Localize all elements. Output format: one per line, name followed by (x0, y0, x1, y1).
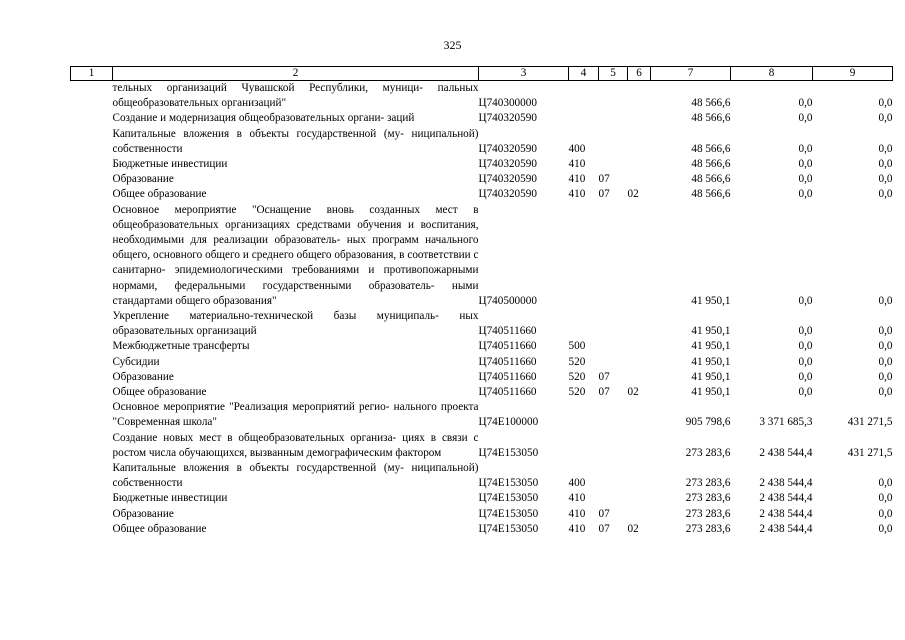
row-value-9: 0,0 (878, 386, 893, 399)
row-spacer (71, 187, 113, 202)
row-name: Основное мероприятие "Оснащение вновь созданных мест в общеобразовательных организациях средствами обучения и воспитания, необходимыми для реализации образователь- ных программ начального общего, основного общего и среднего общего образования, в соответствии с санитарно- эпидемиологическими требованиями и противопожарными нормами, федеральными государственными образователь- ными стандартами общего образования" (112, 203, 479, 307)
row-value-9: 0,0 (878, 477, 893, 490)
table-row (71, 522, 893, 537)
row-expense-type (569, 400, 599, 430)
page-number: 325 (443, 38, 462, 52)
row-subsection (628, 157, 651, 172)
row-value-9: 0,0 (878, 492, 893, 505)
column-header: 9 (813, 67, 893, 81)
column-header: 1 (71, 67, 113, 81)
row-value-9: 431 271,5 (847, 416, 893, 429)
row-expense-type: 520 (568, 355, 586, 368)
row-subsection (628, 339, 651, 354)
row-subsection (628, 370, 651, 385)
row-value-7: 41 950,1 (691, 294, 731, 307)
row-name: Образование (112, 507, 174, 520)
row-name: Общее образование (112, 188, 207, 201)
table-row (71, 111, 893, 126)
row-section (599, 355, 628, 370)
row-value-9: 0,0 (878, 112, 893, 125)
row-value-9: 0,0 (878, 507, 893, 520)
row-value-9: 0,0 (878, 97, 893, 110)
row-code: Ц74Е153050 (478, 522, 539, 535)
row-value-8: 2 438 544,4 (759, 477, 813, 490)
row-value-8: 3 371 685,3 (759, 416, 813, 429)
row-value-8: 0,0 (798, 142, 813, 155)
row-section (599, 157, 628, 172)
row-value-8: 0,0 (798, 355, 813, 368)
row-value-9: 0,0 (878, 173, 893, 186)
row-name: тельных организаций Чувашской Республики, муници- пальных общеобразовательных организаций" (112, 82, 479, 110)
row-spacer (71, 431, 113, 461)
row-expense-type: 410 (568, 507, 586, 520)
row-expense-type: 410 (568, 492, 586, 505)
row-code: Ц740320590 (478, 158, 537, 171)
row-name: Капитальные вложения в объекты государственной (му- ниципальной) собственности (112, 127, 479, 155)
row-section (599, 339, 628, 354)
row-subsection (628, 309, 651, 339)
table-row (71, 172, 893, 187)
row-expense-type: 500 (568, 340, 586, 353)
row-value-7: 41 950,1 (691, 386, 731, 399)
row-spacer (71, 385, 113, 400)
row-subsection (628, 507, 651, 522)
row-subsection (628, 491, 651, 506)
row-code: Ц740500000 (478, 294, 537, 307)
row-section: 07 (598, 507, 610, 520)
column-header: 8 (731, 67, 813, 81)
table-row (71, 491, 893, 506)
row-value-8: 0,0 (798, 188, 813, 201)
row-value-8: 2 438 544,4 (759, 492, 813, 505)
row-expense-type: 400 (568, 477, 586, 490)
row-code: Ц740320590 (478, 112, 537, 125)
row-name: Межбюджетные трансферты (112, 340, 250, 353)
row-code: Ц740320590 (478, 188, 537, 201)
table-row (71, 309, 893, 339)
row-spacer (71, 309, 113, 339)
column-header: 4 (569, 67, 599, 81)
row-code: Ц74Е153050 (478, 477, 539, 490)
row-name: Капитальные вложения в объекты государственной (му- ниципальной) собственности (112, 462, 479, 490)
row-code: Ц74Е100000 (478, 416, 539, 429)
row-value-7: 48 566,6 (691, 188, 731, 201)
row-expense-type (569, 111, 599, 126)
row-section: 07 (598, 188, 610, 201)
row-expense-type: 410 (568, 522, 586, 535)
row-code: Ц74Е153050 (478, 507, 539, 520)
row-code: Ц740511660 (478, 355, 537, 368)
row-value-7: 273 283,6 (685, 446, 731, 459)
column-number-row (71, 67, 893, 81)
row-value-9: 0,0 (878, 355, 893, 368)
row-code: Ц74Е153050 (478, 446, 539, 459)
row-section (599, 491, 628, 506)
row-spacer (71, 461, 113, 491)
column-header: 7 (651, 67, 731, 81)
row-name: Создание и модернизация общеобразовательных органи- заций (112, 112, 415, 125)
row-value-8: 0,0 (798, 97, 813, 110)
row-value-9: 0,0 (878, 325, 893, 338)
row-name: Общее образование (112, 522, 207, 535)
table-row (71, 339, 893, 354)
row-subsection (628, 127, 651, 157)
row-value-9: 0,0 (878, 158, 893, 171)
row-spacer (71, 400, 113, 430)
row-spacer (71, 491, 113, 506)
row-subsection: 02 (627, 386, 639, 399)
row-section: 07 (598, 370, 610, 383)
row-section (599, 431, 628, 461)
budget-table (70, 66, 893, 537)
column-header: 6 (628, 67, 651, 81)
row-section (599, 203, 628, 309)
row-value-9: 0,0 (878, 370, 893, 383)
row-value-8: 2 438 544,4 (759, 446, 813, 459)
row-expense-type (569, 203, 599, 309)
table-row (71, 187, 893, 202)
row-section (599, 309, 628, 339)
row-subsection (628, 461, 651, 491)
row-code: Ц74Е153050 (478, 492, 539, 505)
row-expense-type: 410 (568, 173, 586, 186)
row-value-9: 0,0 (878, 188, 893, 201)
row-spacer (71, 157, 113, 172)
row-value-7: 41 950,1 (691, 355, 731, 368)
row-value-7: 41 950,1 (691, 370, 731, 383)
row-value-7: 905 798,6 (685, 416, 731, 429)
row-section: 07 (598, 386, 610, 399)
row-value-7: 273 283,6 (685, 492, 731, 505)
row-expense-type (569, 81, 599, 112)
row-subsection (628, 81, 651, 112)
row-value-7: 48 566,6 (691, 158, 731, 171)
row-name: Основное мероприятие "Реализация мероприятий регио- нального проекта "Современная школа" (112, 401, 479, 429)
row-value-7: 48 566,6 (691, 97, 731, 110)
table-row (71, 157, 893, 172)
row-subsection: 02 (627, 188, 639, 201)
row-value-8: 0,0 (798, 173, 813, 186)
row-value-7: 273 283,6 (685, 507, 731, 520)
row-expense-type (569, 431, 599, 461)
row-value-9: 431 271,5 (847, 446, 893, 459)
table-row (71, 370, 893, 385)
table-row (71, 431, 893, 461)
row-code: Ц740300000 (478, 97, 537, 110)
row-value-8: 0,0 (798, 340, 813, 353)
row-section (599, 400, 628, 430)
table-row (71, 461, 893, 491)
row-spacer (71, 522, 113, 537)
row-code: Ц740511660 (478, 325, 537, 338)
table-row (71, 81, 893, 112)
row-name: Бюджетные инвестиции (112, 158, 228, 171)
row-value-8: 2 438 544,4 (759, 507, 813, 520)
row-spacer (71, 203, 113, 309)
column-header: 5 (599, 67, 628, 81)
row-name: Образование (112, 370, 174, 383)
row-section: 07 (598, 173, 610, 186)
row-spacer (71, 370, 113, 385)
row-spacer (71, 355, 113, 370)
row-name: Общее образование (112, 386, 207, 399)
row-expense-type: 520 (568, 386, 586, 399)
column-header: 2 (113, 67, 479, 81)
row-value-7: 273 283,6 (685, 522, 731, 535)
row-value-8: 2 438 544,4 (759, 522, 813, 535)
row-spacer (71, 111, 113, 126)
row-code: Ц740511660 (478, 340, 537, 353)
row-value-9: 0,0 (878, 522, 893, 535)
row-value-9: 0,0 (878, 340, 893, 353)
row-value-9: 0,0 (878, 294, 893, 307)
row-expense-type: 410 (568, 188, 586, 201)
row-expense-type (569, 309, 599, 339)
row-value-7: 41 950,1 (691, 325, 731, 338)
table-row (71, 203, 893, 309)
column-header: 3 (479, 67, 569, 81)
row-spacer (71, 339, 113, 354)
row-value-7: 48 566,6 (691, 112, 731, 125)
table-row (71, 127, 893, 157)
row-name: Создание новых мест в общеобразовательных организа- циях в связи с ростом числа обучающихся, вызванным демографическим фактором (112, 431, 479, 459)
row-spacer (71, 81, 113, 112)
row-subsection (628, 431, 651, 461)
row-subsection (628, 400, 651, 430)
row-spacer (71, 172, 113, 187)
row-name: Бюджетные инвестиции (112, 492, 228, 505)
row-value-7: 48 566,6 (691, 142, 731, 155)
row-spacer (71, 127, 113, 157)
row-section (599, 81, 628, 112)
row-name: Субсидии (112, 355, 160, 368)
row-value-7: 273 283,6 (685, 477, 731, 490)
row-value-8: 0,0 (798, 325, 813, 338)
row-section (599, 127, 628, 157)
row-expense-type: 400 (568, 142, 586, 155)
row-value-7: 41 950,1 (691, 340, 731, 353)
row-value-7: 48 566,6 (691, 173, 731, 186)
row-value-8: 0,0 (798, 386, 813, 399)
table-row (71, 355, 893, 370)
row-section (599, 111, 628, 126)
row-name: Укрепление материально-технической базы муниципаль- ных образовательных организаций (112, 310, 479, 338)
table-row (71, 385, 893, 400)
row-subsection (628, 172, 651, 187)
row-value-8: 0,0 (798, 158, 813, 171)
row-code: Ц740320590 (478, 173, 537, 186)
row-value-9: 0,0 (878, 142, 893, 155)
row-subsection (628, 355, 651, 370)
row-code: Ц740511660 (478, 386, 537, 399)
row-expense-type: 520 (568, 370, 586, 383)
row-section: 07 (598, 522, 610, 535)
row-subsection: 02 (627, 522, 639, 535)
row-section (599, 461, 628, 491)
row-subsection (628, 203, 651, 309)
row-value-8: 0,0 (798, 112, 813, 125)
row-name: Образование (112, 173, 174, 186)
row-subsection (628, 111, 651, 126)
row-code: Ц740511660 (478, 370, 537, 383)
row-value-8: 0,0 (798, 294, 813, 307)
table-row (71, 400, 893, 430)
row-spacer (71, 507, 113, 522)
row-value-8: 0,0 (798, 370, 813, 383)
table-body (71, 81, 893, 538)
row-expense-type: 410 (568, 158, 586, 171)
row-code: Ц740320590 (478, 142, 537, 155)
table-row (71, 507, 893, 522)
